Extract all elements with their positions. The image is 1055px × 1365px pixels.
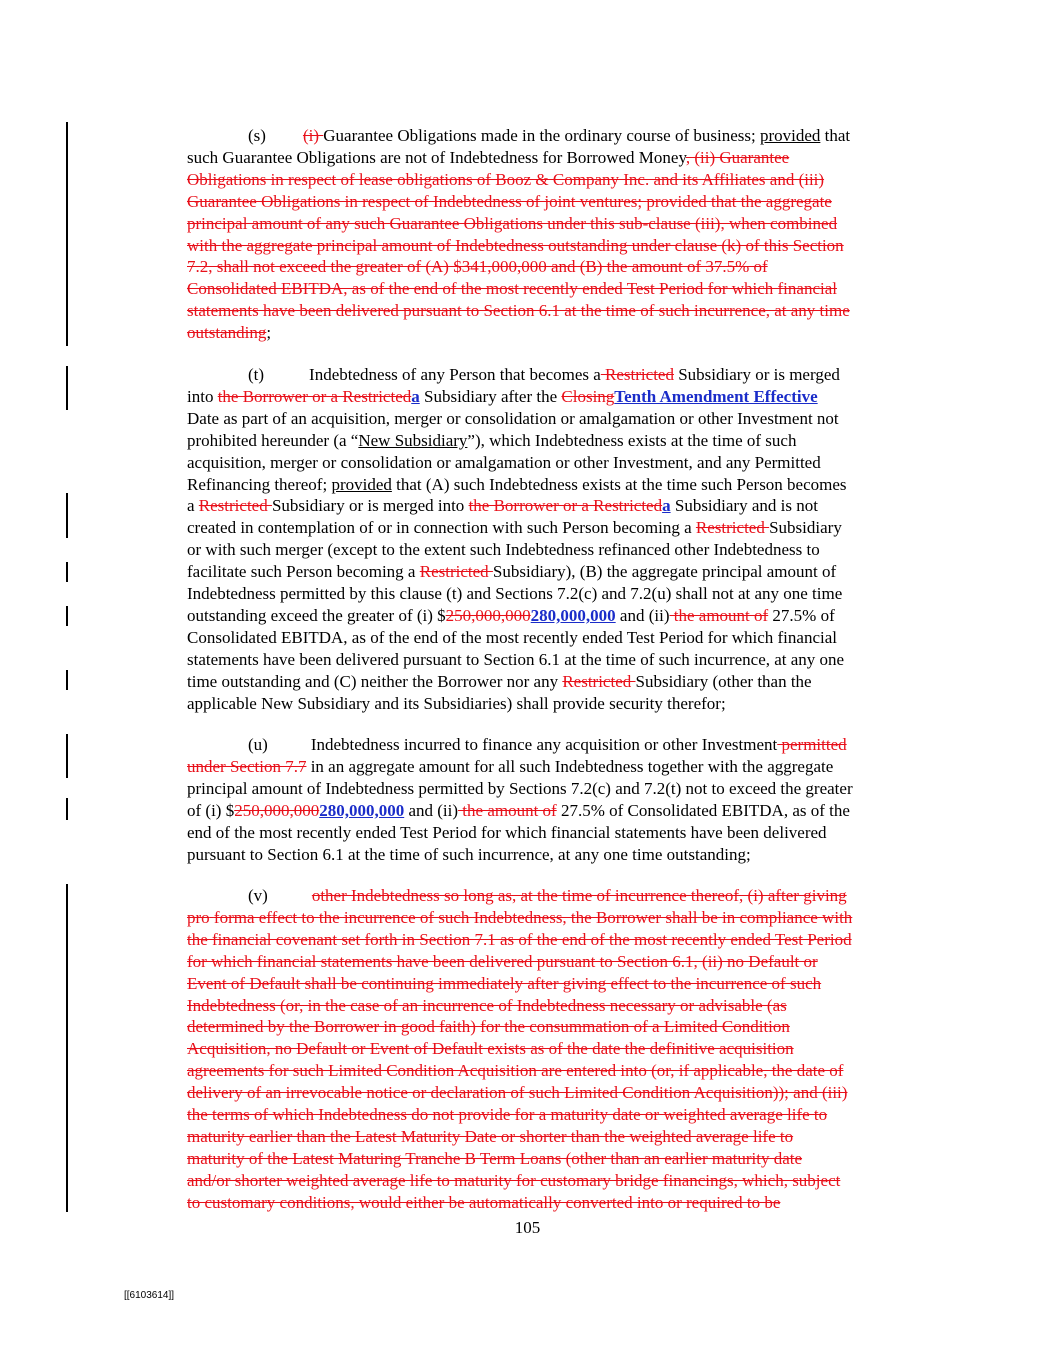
clause-u (187, 734, 932, 865)
clause-s (187, 125, 932, 344)
clause-u-line-2: under Section 7.7 in an aggregate amount for all such Indebtedness together with the aggregate (187, 756, 834, 776)
clause-v-line-10: delivery of an irrevocable notice or declaration of such Limited Condition Acquisition)); and (iii) (187, 1083, 848, 1103)
clause-v-line-6: Indebtedness (or, in the case of an incurrence of Indebtedness necessary or advisable (as (187, 995, 787, 1015)
clause-t-line-2: into the Borrower or a Restricteda Subsidiary after the ClosingTenth Amendment Effective (187, 386, 818, 406)
clause-s-line-9: statements have been delivered pursuant to Section 6.1 at the time of such incurrence, at any time (187, 301, 850, 321)
clause-t-line-3: Date as part of an acquisition, merger or consolidation or amalgamation or other Investment not (187, 408, 839, 428)
document-id: [[6103614]] (124, 1290, 175, 1301)
change-bar (66, 562, 68, 582)
clause-s-line-10: outstanding; (187, 323, 272, 343)
change-bar (66, 798, 68, 820)
change-bar (66, 884, 68, 1212)
clause-v-line-9: agreements for such Limited Condition Acquisition are entered into (or, if applicable, the date of (187, 1061, 844, 1081)
clause-t-line-10: facilitate such Person becoming a Restricted Subsidiary), (B) the aggregate principal amount of (187, 562, 837, 582)
clause-s-line-1: (s) (i) Guarantee Obligations made in the ordinary course of business; provided that (248, 126, 851, 145)
change-bar (66, 122, 68, 346)
change-bar (66, 734, 68, 778)
clause-t-line-7: a Restricted Subsidiary or is merged into the Borrower or a Restricteda Subsidiary and is not (187, 496, 818, 516)
clause-t-line-13: Consolidated EBITDA, as of the end of the most recently ended Test Period for which financial (187, 627, 837, 647)
clause-u-line-6: pursuant to Section 6.1 at the time of such incurrence, at any one time outstanding; (187, 844, 751, 864)
clause-label: (s) (248, 126, 266, 145)
change-bar (66, 518, 68, 538)
clause-v-line-5: Event of Default shall be continuing immediately after giving effect to the incurrence of such (187, 973, 822, 993)
clause-t-line-4: prohibited hereunder (a “New Subsidiary”), which Indebtedness exists at the time of such (187, 430, 797, 450)
clause-v-line-2: pro forma effect to the incurrence of such Indebtedness, the Borrower shall be in compliance with (187, 907, 853, 927)
clause-v (187, 885, 932, 1214)
clause-v-line-15: to customary conditions, would either be automatically converted into or required to be (187, 1192, 781, 1212)
clause-v-line-13: maturity of the Latest Maturing Tranche B Term Loans (other than an earlier maturity date (187, 1148, 803, 1168)
clause-s-line-3: Obligations in respect of lease obligations of Booz & Company Inc. and its Affiliates and (iii) (187, 169, 825, 189)
clause-t (187, 364, 932, 715)
clause-s-line-8: Consolidated EBITDA, as of the end of the most recently ended Test Period for which financial (187, 279, 837, 299)
clause-u-line-4: of (i) $250,000,000280,000,000 and (ii) the amount of 27.5% of Consolidated EBITDA, as of the (187, 800, 850, 820)
clause-label: (v) (248, 886, 268, 905)
clause-t-line-1: (t) Indebtedness of any Person that becomes a Restricted Subsidiary or is merged (248, 365, 840, 384)
clause-u-line-3: principal amount of Indebtedness permitted by Sections 7.2(c) and 7.2(t) not to exceed the greater (187, 778, 853, 798)
clause-v-line-4: for which financial statements have been delivered pursuant to Section 6.1, (ii) no Default or (187, 951, 818, 971)
clause-u-line-1: (u) Indebtedness incurred to finance any acquisition or other Investment permitted (248, 735, 847, 754)
clause-t-line-14: statements have been delivered pursuant to Section 6.1 at the time of such incurrence, at any one (187, 649, 845, 669)
clause-label: (u) (248, 735, 268, 754)
clause-s-line-5: principal amount of any such Guarantee Obligations under this sub-clause (iii), when combined (187, 213, 838, 233)
clause-v-line-14: and/or shorter weighted average life to maturity for customary bridge financings, which, subject (187, 1170, 841, 1190)
page-number: 105 (514, 1218, 541, 1237)
clause-s-line-7: 7.2, shall not exceed the greater of (A) $341,000,000 and (B) the amount of 37.5% of (187, 257, 768, 277)
clause-v-line-11: the terms of which Indebtedness do not provide for a maturity date or weighted average life to (187, 1105, 828, 1125)
clause-t-line-16: applicable New Subsidiary and its Subsidiaries) shall provide security therefor; (187, 693, 726, 713)
clause-v-line-8: Acquisition, no Default or Event of Default exists as of the date the definitive acquisition (187, 1039, 794, 1059)
clause-v-line-1: (v) other Indebtedness so long as, at the time of incurrence thereof, (i) after giving (248, 886, 847, 905)
change-bar (66, 366, 68, 410)
change-bar (66, 670, 68, 690)
clause-s-line-4: Guarantee Obligations in respect of Indebtedness of joint ventures; provided that the aggregate (187, 191, 832, 211)
clause-t-line-5: acquisition, merger or consolidation or amalgamation or other Investment, and any Permitted (187, 452, 821, 472)
clause-v-line-7: determined by the Borrower in good faith) for the consummation of a Limited Condition (187, 1017, 790, 1037)
change-bar (66, 606, 68, 626)
clause-s-line-2: such Guarantee Obligations are not of Indebtedness for Borrowed Money, (ii) Guarantee (187, 147, 790, 167)
clause-t-line-15: time outstanding and (C) neither the Borrower nor any Restricted Subsidiary (other than the (187, 671, 812, 691)
clause-t-line-8: created in contemplation of or in connection with such Person becoming a Restricted Subsidiary (187, 518, 842, 538)
clause-v-line-3: the financial covenant set forth in Section 7.1 as of the end of the most recently ended Test Period (187, 929, 852, 949)
clause-t-line-12: outstanding exceed the greater of (i) $250,000,000280,000,000 and (ii) the amount of 27.5% of (187, 605, 835, 625)
clause-t-line-9: or with such merger (except to the extent such Indebtedness refinanced other Indebtedness to (187, 540, 820, 560)
clause-label: (t) (248, 365, 265, 384)
clause-t-line-6: Refinancing thereof; provided that (A) such Indebtedness exists at the time such Person becomes (187, 474, 847, 494)
clause-s-line-6: with the aggregate principal amount of Indebtedness outstanding under clause (k) of this Section (187, 235, 844, 255)
clause-t-line-11: Indebtedness permitted by this clause (t) and Sections 7.2(c) and 7.2(u) shall not at any one time (187, 584, 843, 604)
clause-v-line-12: maturity earlier than the Latest Maturity Date or shorter than the weighted average life to (187, 1126, 794, 1146)
clause-u-line-5: end of the most recently ended Test Period for which financial statements have been delivered (187, 822, 827, 842)
